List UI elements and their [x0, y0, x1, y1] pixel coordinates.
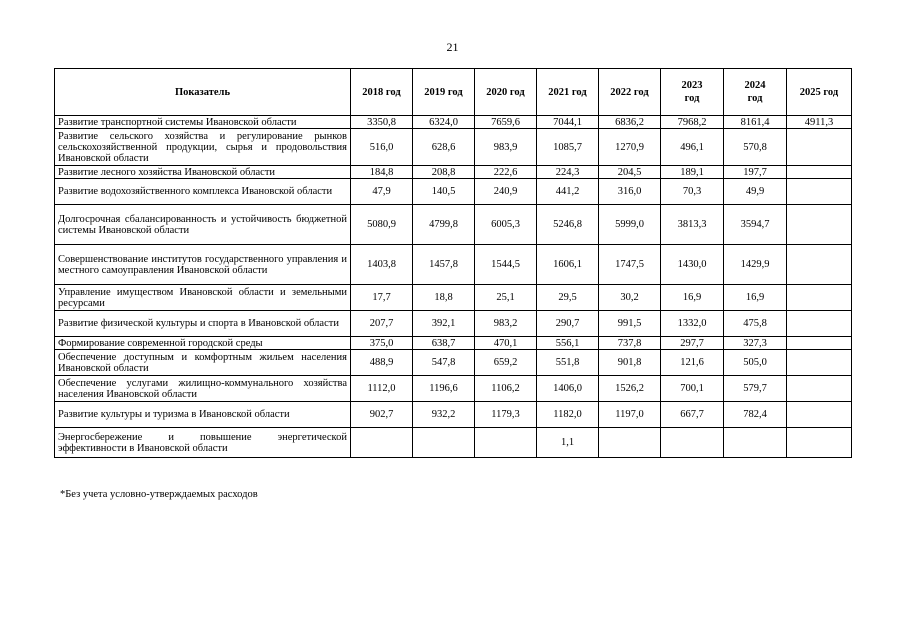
- value-cell: 505,0: [724, 350, 787, 376]
- value-cell: [787, 402, 852, 428]
- value-cell: [787, 245, 852, 285]
- value-cell: [724, 428, 787, 458]
- header-year: 2023 год: [661, 69, 724, 116]
- table-row: [55, 129, 852, 166]
- value-cell: 496,1: [661, 129, 724, 166]
- value-cell: 70,3: [661, 179, 724, 205]
- value-cell: 901,8: [599, 350, 661, 376]
- value-cell: 5999,0: [599, 205, 661, 245]
- value-cell: 570,8: [724, 129, 787, 166]
- value-cell: 1406,0: [537, 376, 599, 402]
- value-cell: 579,7: [724, 376, 787, 402]
- value-cell: [351, 428, 413, 458]
- indicator-cell: Развитие транспортной системы Ивановской области: [55, 116, 351, 129]
- table-row: [55, 116, 852, 129]
- header-year: 2021 год: [537, 69, 599, 116]
- value-cell: 1,1: [537, 428, 599, 458]
- value-cell: 667,7: [661, 402, 724, 428]
- value-cell: 375,0: [351, 337, 413, 350]
- value-cell: 6005,3: [475, 205, 537, 245]
- value-cell: 902,7: [351, 402, 413, 428]
- indicator-cell: Долгосрочная сбалансированность и устойчивость бюджетной системы Ивановской области: [55, 205, 351, 245]
- value-cell: 1270,9: [599, 129, 661, 166]
- value-cell: [661, 428, 724, 458]
- value-cell: 392,1: [413, 311, 475, 337]
- value-cell: 1085,7: [537, 129, 599, 166]
- value-cell: 204,5: [599, 166, 661, 179]
- value-cell: 488,9: [351, 350, 413, 376]
- value-cell: 189,1: [661, 166, 724, 179]
- value-cell: 3813,3: [661, 205, 724, 245]
- value-cell: [787, 311, 852, 337]
- value-cell: 932,2: [413, 402, 475, 428]
- value-cell: 1179,3: [475, 402, 537, 428]
- value-cell: 1430,0: [661, 245, 724, 285]
- value-cell: 47,9: [351, 179, 413, 205]
- table-body: [55, 116, 852, 458]
- value-cell: 1112,0: [351, 376, 413, 402]
- value-cell: 1196,6: [413, 376, 475, 402]
- value-cell: 29,5: [537, 285, 599, 311]
- table-row: [55, 350, 852, 376]
- value-cell: 1197,0: [599, 402, 661, 428]
- value-cell: 184,8: [351, 166, 413, 179]
- value-cell: 1106,2: [475, 376, 537, 402]
- indicator-cell: Формирование современной городской среды: [55, 337, 351, 350]
- value-cell: [599, 428, 661, 458]
- value-cell: 140,5: [413, 179, 475, 205]
- value-cell: 207,7: [351, 311, 413, 337]
- value-cell: 16,9: [661, 285, 724, 311]
- value-cell: 983,2: [475, 311, 537, 337]
- indicator-cell: Обеспечение доступным и комфортным жильем населения Ивановской области: [55, 350, 351, 376]
- value-cell: 121,6: [661, 350, 724, 376]
- value-cell: 1182,0: [537, 402, 599, 428]
- table-row: [55, 311, 852, 337]
- value-cell: 316,0: [599, 179, 661, 205]
- value-cell: 547,8: [413, 350, 475, 376]
- footnote: *Без учета условно-утверждаемых расходов: [60, 489, 258, 500]
- value-cell: 1544,5: [475, 245, 537, 285]
- value-cell: [787, 166, 852, 179]
- value-cell: 5080,9: [351, 205, 413, 245]
- value-cell: 197,7: [724, 166, 787, 179]
- header-year: 2024 год: [724, 69, 787, 116]
- indicator-cell: Развитие физической культуры и спорта в Ивановской области: [55, 311, 351, 337]
- value-cell: 327,3: [724, 337, 787, 350]
- value-cell: 556,1: [537, 337, 599, 350]
- value-cell: [787, 428, 852, 458]
- value-cell: 290,7: [537, 311, 599, 337]
- indicator-cell: Энергосбережение и повышение энергетической эффективности в Ивановской области: [55, 428, 351, 458]
- value-cell: 638,7: [413, 337, 475, 350]
- value-cell: 25,1: [475, 285, 537, 311]
- indicator-cell: Развитие сельского хозяйства и регулирование рынков сельскохозяйственной продукции, сырья и продовольствия Ивановской области: [55, 129, 351, 166]
- value-cell: [787, 285, 852, 311]
- table-row: [55, 205, 852, 245]
- value-cell: 7968,2: [661, 116, 724, 129]
- value-cell: 1403,8: [351, 245, 413, 285]
- value-cell: 297,7: [661, 337, 724, 350]
- value-cell: 49,9: [724, 179, 787, 205]
- indicator-cell: Управление имуществом Ивановской области и земельными ресурсами: [55, 285, 351, 311]
- value-cell: 6836,2: [599, 116, 661, 129]
- value-cell: 4911,3: [787, 116, 852, 129]
- value-cell: 700,1: [661, 376, 724, 402]
- value-cell: [787, 337, 852, 350]
- value-cell: 991,5: [599, 311, 661, 337]
- value-cell: 983,9: [475, 129, 537, 166]
- value-cell: [787, 205, 852, 245]
- header-year: 2020 год: [475, 69, 537, 116]
- value-cell: 659,2: [475, 350, 537, 376]
- budget-table: [54, 68, 852, 458]
- value-cell: [787, 129, 852, 166]
- value-cell: 737,8: [599, 337, 661, 350]
- header-year: 2018 год: [351, 69, 413, 116]
- header-year: 2025 год: [787, 69, 852, 116]
- page-number: 21: [446, 40, 459, 54]
- value-cell: 1429,9: [724, 245, 787, 285]
- table-row: [55, 245, 852, 285]
- value-cell: 628,6: [413, 129, 475, 166]
- value-cell: 8161,4: [724, 116, 787, 129]
- table-row: [55, 428, 852, 458]
- header-row: [55, 69, 852, 116]
- value-cell: 6324,0: [413, 116, 475, 129]
- value-cell: 475,8: [724, 311, 787, 337]
- header-year: 2022 год: [599, 69, 661, 116]
- table-row: [55, 337, 852, 350]
- value-cell: 516,0: [351, 129, 413, 166]
- value-cell: [787, 350, 852, 376]
- value-cell: 782,4: [724, 402, 787, 428]
- value-cell: 5246,8: [537, 205, 599, 245]
- value-cell: 1457,8: [413, 245, 475, 285]
- value-cell: 17,7: [351, 285, 413, 311]
- value-cell: 1747,5: [599, 245, 661, 285]
- header-year: 2019 год: [413, 69, 475, 116]
- indicator-cell: Обеспечение услугами жилищно-коммунального хозяйства населения Ивановской области: [55, 376, 351, 402]
- table-row: [55, 166, 852, 179]
- value-cell: [475, 428, 537, 458]
- value-cell: [787, 179, 852, 205]
- value-cell: 1606,1: [537, 245, 599, 285]
- table-row: [55, 402, 852, 428]
- table-row: [55, 376, 852, 402]
- value-cell: 4799,8: [413, 205, 475, 245]
- indicator-cell: Развитие лесного хозяйства Ивановской области: [55, 166, 351, 179]
- value-cell: 1332,0: [661, 311, 724, 337]
- value-cell: [413, 428, 475, 458]
- value-cell: [787, 376, 852, 402]
- value-cell: 30,2: [599, 285, 661, 311]
- value-cell: 208,8: [413, 166, 475, 179]
- value-cell: 3594,7: [724, 205, 787, 245]
- value-cell: 224,3: [537, 166, 599, 179]
- value-cell: 222,6: [475, 166, 537, 179]
- indicator-cell: Развитие водохозяйственного комплекса Ивановской области: [55, 179, 351, 205]
- value-cell: 16,9: [724, 285, 787, 311]
- table-header: [55, 69, 852, 116]
- value-cell: 551,8: [537, 350, 599, 376]
- indicator-cell: Совершенствование институтов государственного управления и местного самоуправления Ивановской области: [55, 245, 351, 285]
- value-cell: 7659,6: [475, 116, 537, 129]
- value-cell: 3350,8: [351, 116, 413, 129]
- indicator-cell: Развитие культуры и туризма в Ивановской области: [55, 402, 351, 428]
- value-cell: 1526,2: [599, 376, 661, 402]
- value-cell: 7044,1: [537, 116, 599, 129]
- value-cell: 441,2: [537, 179, 599, 205]
- value-cell: 470,1: [475, 337, 537, 350]
- value-cell: 240,9: [475, 179, 537, 205]
- header-indicator: Показатель: [55, 69, 351, 116]
- table-row: [55, 179, 852, 205]
- value-cell: 18,8: [413, 285, 475, 311]
- table-row: [55, 285, 852, 311]
